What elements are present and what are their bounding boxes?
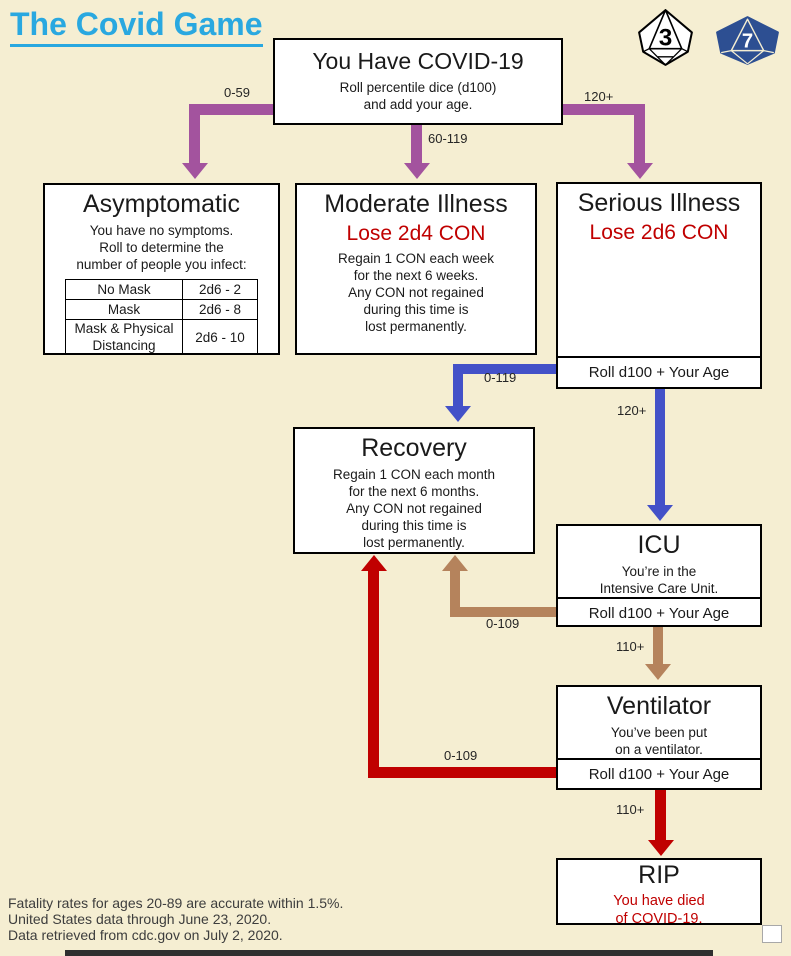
roll-strip: Roll d100 + Your Age [558, 758, 760, 789]
node-start [273, 38, 563, 125]
arrow-head [648, 840, 674, 856]
arrow-label: 0-59 [224, 85, 251, 100]
node-rip [556, 858, 762, 925]
node-icu [556, 524, 762, 627]
footer-line: United States data through June 23, 2020. [8, 911, 272, 927]
blue-die-value: 7 [741, 30, 754, 53]
node-body: You’ve been put on a ventilator. [610, 725, 708, 757]
arrow-label: 120+ [617, 403, 647, 418]
arrow-segment [368, 767, 556, 778]
blue-d10-die-icon [709, 16, 786, 70]
white-d10-die-icon [632, 8, 699, 72]
arrow-segment [655, 389, 665, 506]
node-title: Asymptomatic [83, 190, 240, 218]
arrow-segment [563, 104, 645, 115]
table-cell-label: No Mask [66, 280, 183, 300]
table-cell-value: 2d6 - 10 [183, 320, 258, 355]
roll-strip: Roll d100 + Your Age [558, 356, 760, 387]
node-highlight: Lose 2d4 CON [346, 222, 486, 245]
page-title: The Covid Game [10, 6, 263, 47]
node-title: You Have COVID-19 [312, 48, 524, 74]
node-asymptomatic [43, 183, 280, 355]
arrow-head [442, 555, 468, 571]
arrow-head [647, 505, 673, 521]
arrow-segment [655, 790, 666, 841]
table-row [66, 300, 258, 320]
roll-strip: Roll d100 + Your Age [558, 597, 760, 628]
node-serious-illness [556, 182, 762, 389]
node-body: You’re in the Intensive Care Unit. [599, 564, 719, 596]
footer-line: Fatality rates for ages 20-89 are accurate within 1.5%. [8, 895, 344, 911]
arrow-label: 120+ [584, 89, 614, 104]
white-die-value: 3 [658, 24, 673, 52]
node-moderate-illness [295, 183, 537, 355]
window-edge-bar [65, 950, 713, 956]
table-cell-label: Mask & Physical Distancing [66, 320, 183, 355]
node-highlight: Lose 2d6 CON [589, 221, 729, 244]
arrow-label: 110+ [616, 802, 645, 817]
table-cell-value: 2d6 - 2 [183, 280, 258, 300]
node-recovery [293, 427, 535, 554]
arrow-label: 60-119 [428, 131, 468, 146]
table-row [66, 320, 258, 355]
table-cell-label: Mask [66, 300, 183, 320]
node-title: Moderate Illness [324, 190, 508, 218]
node-body: Regain 1 CON each month for the next 6 months. Any CON not regained during this time is lost permanently. [332, 467, 496, 550]
node-title: Serious Illness [577, 189, 741, 217]
arrow-segment [189, 104, 200, 164]
footer-notes [8, 895, 343, 943]
arrow-segment [634, 104, 645, 164]
arrow-segment [653, 627, 663, 665]
arrow-segment [411, 125, 422, 164]
arrow-head [645, 664, 671, 680]
node-body: You have no symptoms. Roll to determine the number of people you infect: [76, 223, 247, 272]
arrow-head [627, 163, 653, 179]
arrow-segment [368, 570, 379, 778]
arrow-segment [189, 104, 273, 115]
node-title: Ventilator [606, 692, 712, 720]
footer-line: Data retrieved from cdc.gov on July 2, 2020. [8, 927, 283, 943]
node-body: You have died of COVID-19. [613, 893, 705, 927]
table-row [66, 280, 258, 300]
table-cell-value: 2d6 - 8 [183, 300, 258, 320]
node-body: Roll percentile dice (d100) and add your age. [339, 80, 497, 112]
arrow-head [404, 163, 430, 179]
arrow-label: 0-119 [484, 370, 517, 385]
node-title: RIP [638, 861, 680, 889]
arrow-head [361, 555, 387, 571]
node-title: ICU [637, 531, 681, 559]
arrow-segment [453, 364, 463, 407]
arrow-segment [450, 570, 460, 617]
infect-table [65, 279, 258, 355]
arrow-head [445, 406, 471, 422]
arrow-label: 0-109 [486, 616, 520, 631]
node-ventilator [556, 685, 762, 790]
corner-placeholder-box [762, 925, 782, 943]
arrow-label: 0-109 [444, 748, 478, 763]
arrow-head [182, 163, 208, 179]
node-title: Recovery [361, 434, 467, 462]
arrow-label: 110+ [616, 639, 645, 654]
node-body: Regain 1 CON each week for the next 6 weeks. Any CON not regained during this time is lost permanently. [337, 251, 495, 334]
